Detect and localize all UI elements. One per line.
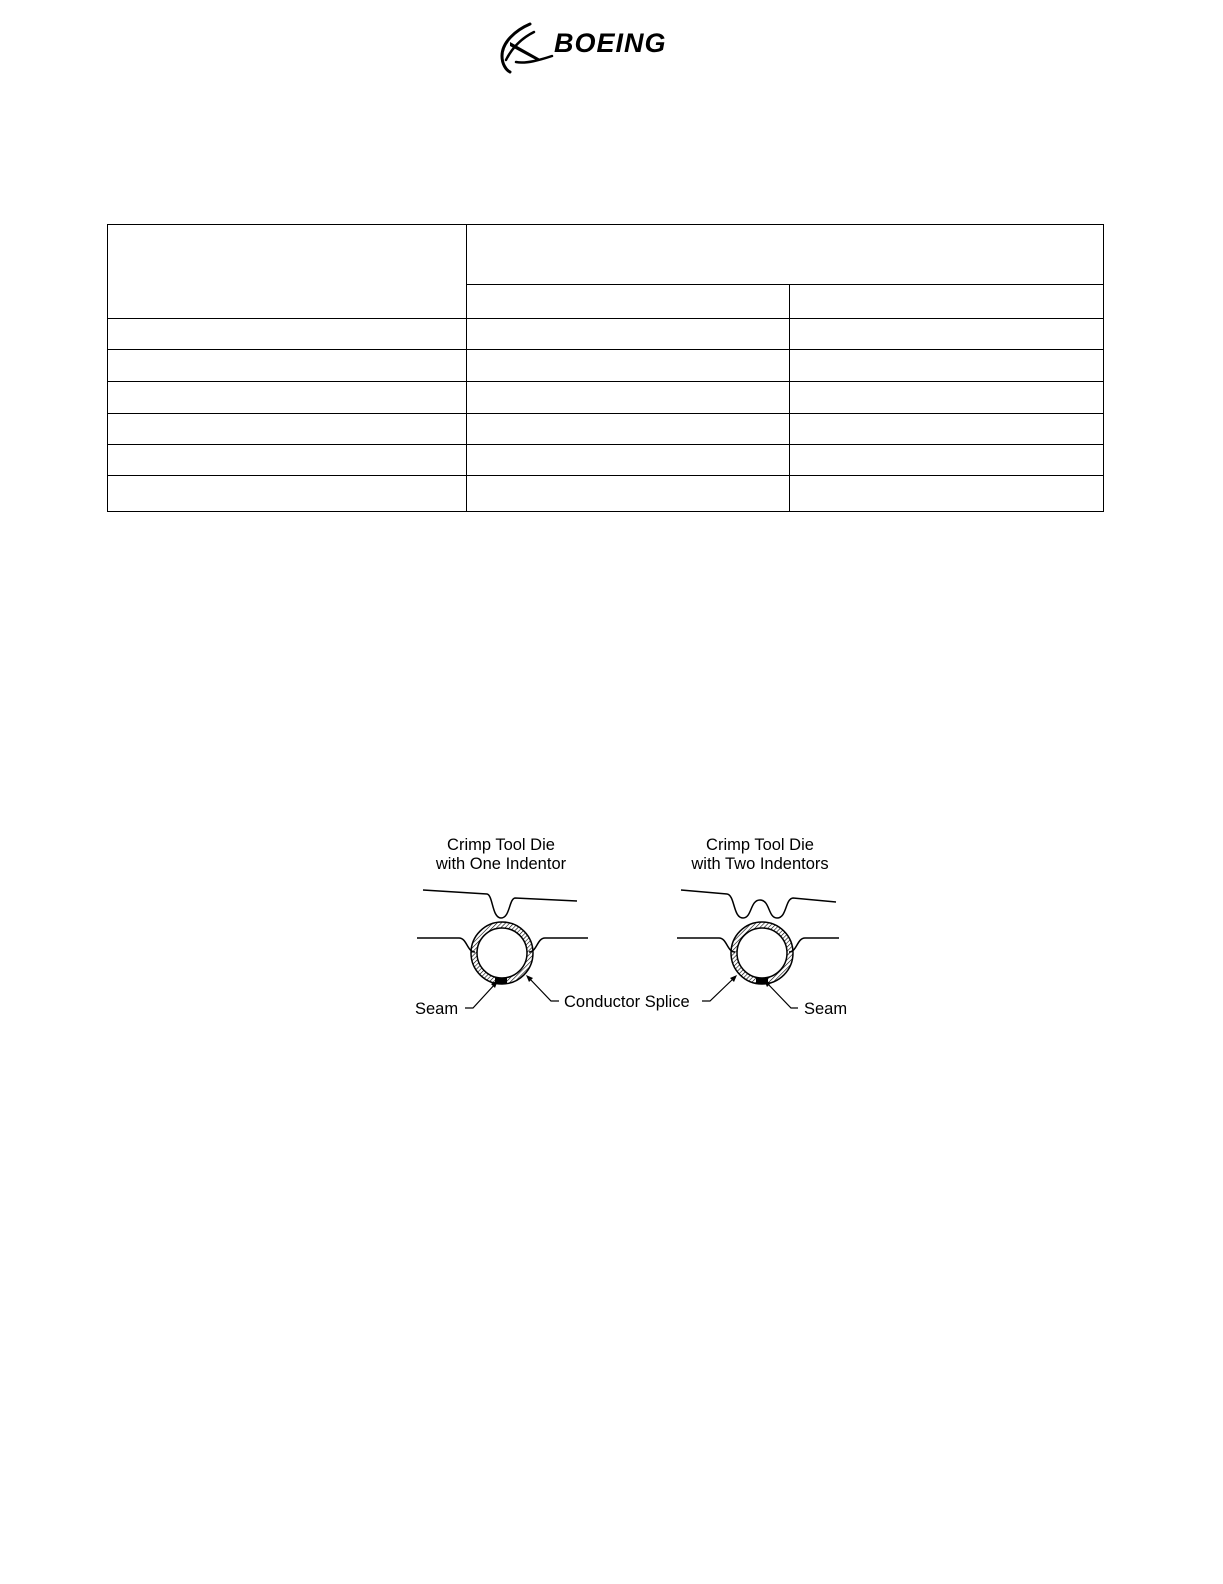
table-cell: [108, 445, 467, 476]
table-cell: [108, 382, 467, 414]
table-header-cell: [108, 225, 467, 319]
table-cell: [790, 319, 1104, 350]
table-header-row: [108, 225, 1104, 285]
conductor-splice-right-leader: [702, 978, 734, 1001]
right-die-title-line1: Crimp Tool Die: [706, 836, 814, 854]
table-cell: [467, 319, 790, 350]
table-cell: [790, 350, 1104, 382]
left-conductor-splice: [471, 922, 533, 984]
spec-table: [107, 224, 1103, 511]
seam-left-leader: [465, 983, 496, 1008]
two-indentors-upper-die: [681, 890, 836, 918]
one-indentor-upper-die: [423, 890, 577, 918]
table-cell: [108, 476, 467, 512]
table-row: [108, 414, 1104, 445]
table-cell: [108, 350, 467, 382]
right-die-title-line2: with Two Indentors: [691, 855, 829, 873]
table-cell: [790, 382, 1104, 414]
table-cell: [467, 414, 790, 445]
table-row: [108, 476, 1104, 512]
crimp-die-figure: [405, 828, 860, 1028]
table-cell: [790, 476, 1104, 512]
table-cell: [467, 382, 790, 414]
table-cell: [790, 445, 1104, 476]
boeing-symbol-icon: [496, 20, 730, 76]
table-row: [108, 445, 1104, 476]
conductor-splice-label: Conductor Splice: [564, 993, 690, 1011]
table-header-cell: [467, 225, 1104, 285]
table-row: [108, 382, 1104, 414]
table-cell: [790, 414, 1104, 445]
table-cell: [467, 476, 790, 512]
table-cell: [108, 319, 467, 350]
table-row: [108, 319, 1104, 350]
boeing-wordmark: BOEING: [554, 28, 667, 58]
conductor-splice-left-leader: [529, 978, 559, 1001]
table-subheader-cell: [467, 285, 790, 319]
seam-left-label: Seam: [415, 1000, 459, 1018]
table-cell: [108, 414, 467, 445]
left-die-title-line2: with One Indentor: [435, 855, 567, 873]
seam-right-leader: [767, 983, 798, 1008]
table-subheader-cell: [790, 285, 1104, 319]
boeing-logo: [496, 20, 730, 76]
table-row: [108, 350, 1104, 382]
table-cell: [467, 350, 790, 382]
right-conductor-splice: [731, 922, 793, 984]
seam-right-label: Seam: [804, 1000, 848, 1018]
left-die-title-line1: Crimp Tool Die: [447, 836, 555, 854]
table-cell: [467, 445, 790, 476]
